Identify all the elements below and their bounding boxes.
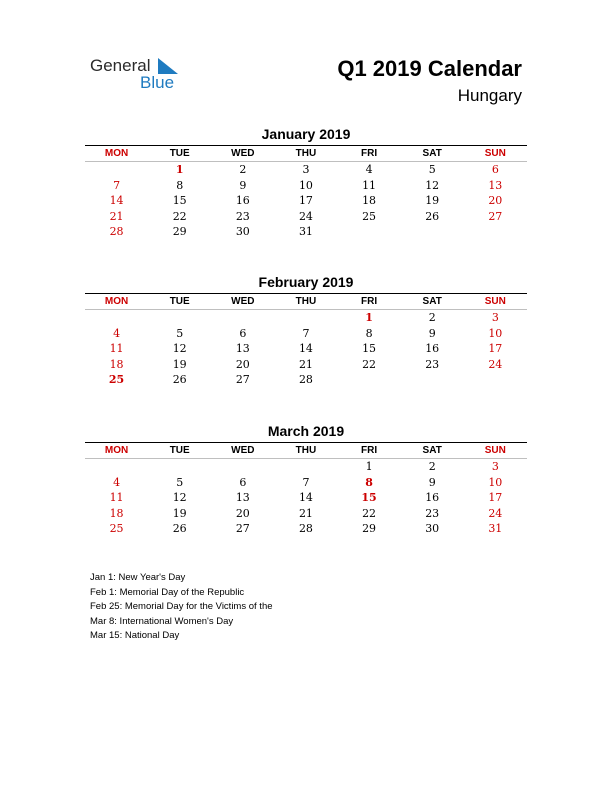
week-row (85, 162, 527, 178)
logo-general-text: General (90, 56, 151, 75)
day-cell: 9 (239, 178, 247, 192)
day-cell: 6 (239, 475, 247, 489)
day-cell: 1 (365, 460, 373, 473)
day-cell: 7 (302, 326, 310, 340)
weekday-fri: FRI (338, 443, 401, 459)
day-cell: 21 (298, 357, 313, 371)
empty-day-cell (211, 459, 274, 475)
day-cell: 13 (235, 491, 250, 505)
weekday-thu: THU (274, 146, 337, 162)
weekday-sun: SUN (464, 146, 527, 162)
day-cell: 16 (235, 194, 250, 208)
day-cell: 23 (235, 209, 250, 223)
day-cell: 10 (298, 178, 313, 192)
day-cell: 19 (425, 194, 440, 208)
month-february (85, 273, 527, 388)
logo-triangle-icon (158, 58, 178, 74)
day-cell: 29 (362, 522, 377, 536)
week-row (85, 372, 527, 388)
weekday-header-row (85, 146, 527, 162)
weekday-tue: TUE (148, 146, 211, 162)
day-cell: 24 (488, 506, 503, 520)
day-cell: 22 (362, 506, 377, 520)
week-row (85, 490, 527, 506)
day-cell: 6 (491, 163, 499, 176)
month-march (85, 422, 527, 537)
day-cell: 27 (488, 209, 503, 223)
day-cell: 21 (298, 506, 313, 520)
weekday-fri: FRI (338, 146, 401, 162)
day-cell: 25 (109, 522, 124, 536)
week-row (85, 459, 527, 475)
day-cell: 22 (362, 357, 377, 371)
empty-day-cell (85, 162, 148, 178)
empty-day-cell (464, 224, 527, 240)
day-cell: 6 (239, 326, 247, 340)
weekday-header-row (85, 294, 527, 310)
day-cell: 4 (113, 475, 121, 489)
day-cell: 8 (365, 326, 373, 340)
day-cell: 24 (298, 209, 313, 223)
holiday-day-cell: 8 (365, 475, 373, 489)
day-cell: 11 (109, 342, 124, 356)
logo-blue-text: Blue (140, 73, 175, 92)
day-cell: 12 (172, 342, 187, 356)
week-row (85, 326, 527, 342)
month-title: March 2019 (267, 423, 345, 439)
day-cell: 31 (488, 522, 503, 536)
week-row (85, 310, 527, 326)
empty-day-cell (274, 310, 337, 326)
weekday-sat: SAT (401, 294, 464, 310)
empty-day-cell (85, 459, 148, 475)
empty-day-cell (148, 459, 211, 475)
week-row (85, 357, 527, 373)
empty-day-cell (401, 224, 464, 240)
day-cell: 15 (362, 342, 377, 356)
day-cell: 11 (109, 491, 124, 505)
holiday-note: Feb 1: Memorial Day of the Republic (90, 586, 245, 598)
month-title: February 2019 (258, 274, 354, 290)
day-cell: 14 (298, 342, 313, 356)
day-cell: 17 (298, 194, 313, 208)
holiday-day-cell: 1 (365, 311, 373, 324)
day-cell: 12 (425, 178, 440, 192)
month-title: January 2019 (261, 126, 351, 142)
day-cell: 16 (425, 491, 440, 505)
day-cell: 5 (428, 163, 436, 176)
weekday-wed: WED (211, 294, 274, 310)
day-cell: 8 (176, 178, 184, 192)
weekday-tue: TUE (148, 294, 211, 310)
day-cell: 18 (362, 194, 377, 208)
day-cell: 25 (362, 209, 377, 223)
day-cell: 20 (235, 357, 250, 371)
day-cell: 23 (425, 357, 440, 371)
day-cell: 31 (298, 225, 313, 239)
day-cell: 20 (488, 194, 503, 208)
day-cell: 19 (172, 357, 187, 371)
generalblue-logo (90, 56, 200, 96)
day-cell: 10 (488, 326, 503, 340)
empty-day-cell (401, 372, 464, 388)
weekday-sun: SUN (464, 294, 527, 310)
day-cell: 17 (488, 491, 503, 505)
weekday-mon: MON (85, 146, 148, 162)
day-cell: 3 (302, 163, 310, 176)
day-cell: 26 (172, 522, 187, 536)
weekday-wed: WED (211, 443, 274, 459)
week-row (85, 209, 527, 225)
day-cell: 16 (425, 342, 440, 356)
day-cell: 29 (172, 225, 187, 239)
weekday-mon: MON (85, 294, 148, 310)
weekday-thu: THU (274, 294, 337, 310)
day-cell: 7 (113, 178, 121, 192)
day-cell: 30 (235, 225, 250, 239)
weekday-mon: MON (85, 443, 148, 459)
day-cell: 11 (362, 178, 377, 192)
empty-day-cell (85, 310, 148, 326)
day-cell: 5 (176, 475, 184, 489)
day-cell: 30 (425, 522, 440, 536)
day-cell: 18 (109, 506, 124, 520)
day-cell: 3 (491, 460, 499, 473)
empty-day-cell (338, 372, 401, 388)
month-january (85, 125, 527, 240)
day-cell: 10 (488, 475, 503, 489)
day-cell: 2 (239, 163, 247, 176)
week-row (85, 506, 527, 522)
weekday-wed: WED (211, 146, 274, 162)
empty-day-cell (148, 310, 211, 326)
week-row (85, 521, 527, 537)
day-cell: 13 (235, 342, 250, 356)
day-cell: 9 (428, 475, 436, 489)
empty-day-cell (338, 224, 401, 240)
day-cell: 14 (109, 194, 124, 208)
empty-day-cell (274, 459, 337, 475)
page-title: Q1 2019 Calendar (337, 56, 522, 81)
day-cell: 28 (298, 522, 313, 536)
day-cell: 27 (235, 373, 250, 387)
holiday-notes (90, 571, 273, 644)
day-cell: 23 (425, 506, 440, 520)
week-row (85, 224, 527, 240)
weekday-thu: THU (274, 443, 337, 459)
day-cell: 13 (488, 178, 503, 192)
holiday-day-cell: 25 (108, 373, 125, 387)
empty-day-cell (464, 372, 527, 388)
empty-day-cell (211, 310, 274, 326)
day-cell: 28 (298, 373, 313, 387)
day-cell: 2 (428, 311, 436, 324)
day-cell: 5 (176, 326, 184, 340)
week-row (85, 193, 527, 209)
weekday-fri: FRI (338, 294, 401, 310)
day-cell: 28 (109, 225, 124, 239)
holiday-note: Feb 25: Memorial Day for the Victims of the (90, 601, 273, 613)
day-cell: 19 (172, 506, 187, 520)
holiday-note: Jan 1: New Year's Day (90, 572, 186, 583)
day-cell: 17 (488, 342, 503, 356)
day-cell: 26 (172, 373, 187, 387)
day-cell: 18 (109, 357, 124, 371)
day-cell: 2 (428, 460, 436, 473)
day-cell: 26 (425, 209, 440, 223)
day-cell: 9 (428, 326, 436, 340)
day-cell: 4 (365, 163, 373, 176)
day-cell: 22 (172, 209, 187, 223)
day-cell: 7 (302, 475, 310, 489)
holiday-note: Mar 15: National Day (90, 630, 180, 642)
weekday-header-row (85, 443, 527, 459)
week-row (85, 341, 527, 357)
day-cell: 15 (172, 194, 187, 208)
holiday-day-cell: 1 (175, 163, 184, 176)
weekday-sun: SUN (464, 443, 527, 459)
week-row (85, 475, 527, 491)
holiday-note: Mar 8: International Women's Day (90, 615, 234, 627)
weekday-tue: TUE (148, 443, 211, 459)
country-subtitle: Hungary (457, 86, 522, 105)
day-cell: 27 (235, 522, 250, 536)
day-cell: 3 (491, 311, 499, 324)
day-cell: 21 (109, 209, 124, 223)
day-cell: 14 (298, 491, 313, 505)
day-cell: 20 (235, 506, 250, 520)
holiday-day-cell: 15 (361, 491, 377, 505)
week-row (85, 178, 527, 194)
day-cell: 24 (488, 357, 503, 371)
day-cell: 4 (113, 326, 121, 340)
day-cell: 12 (172, 491, 187, 505)
weekday-sat: SAT (401, 443, 464, 459)
weekday-sat: SAT (401, 146, 464, 162)
